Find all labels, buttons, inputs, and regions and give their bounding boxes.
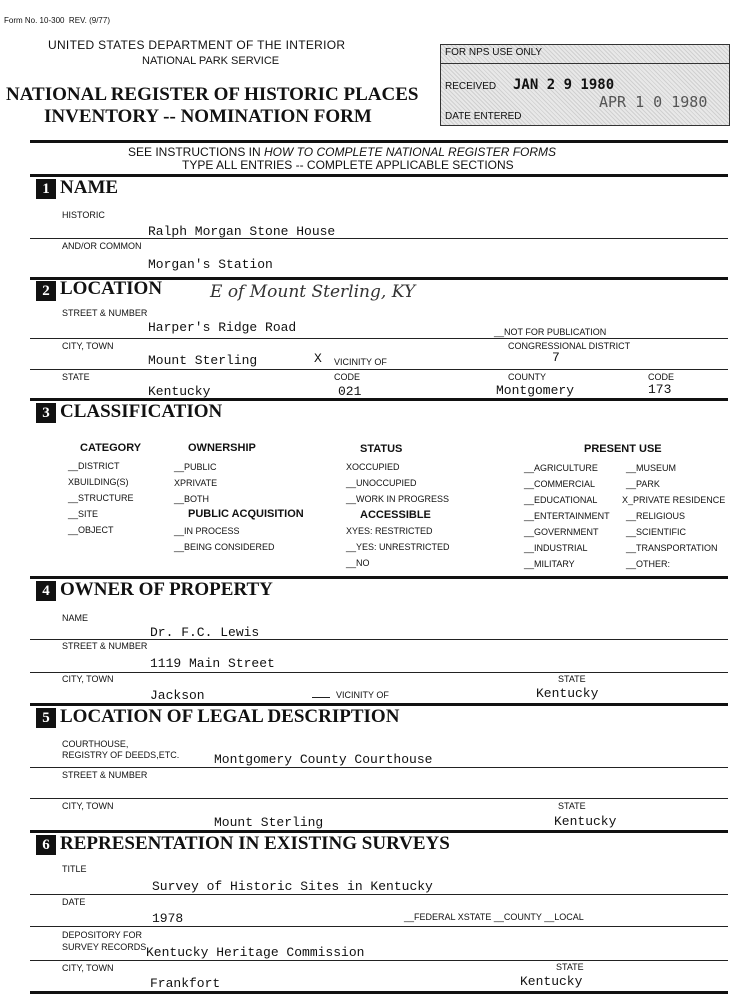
- legal-state-value: Kentucky: [554, 814, 617, 829]
- section-1-number: 1: [36, 179, 56, 199]
- vicinity-label: VICINITY OF: [334, 357, 387, 367]
- section-4-number: 4: [36, 581, 56, 601]
- present-use-item: __GOVERNMENT: [524, 527, 599, 537]
- present-use-item: __MILITARY: [524, 559, 575, 569]
- owner-name-value: Dr. F.C. Lewis: [150, 625, 260, 640]
- status-heading: STATUS: [360, 443, 403, 455]
- vicinity-mark: X: [314, 351, 322, 366]
- received-label: RECEIVED: [445, 81, 497, 92]
- historic-label: HISTORIC: [62, 210, 105, 220]
- public-acquisition-item: __IN PROCESS: [174, 526, 240, 536]
- section-1-title: NAME: [60, 177, 119, 198]
- service-name: NATIONAL PARK SERVICE: [142, 55, 280, 67]
- accessible-heading: ACCESSIBLE: [360, 509, 431, 521]
- street-value: Harper's Ridge Road: [148, 320, 297, 335]
- depository-city-value: Frankfort: [150, 976, 221, 991]
- accessible-item: __YES: UNRESTRICTED: [346, 542, 450, 552]
- present-use-item: __MUSEUM: [626, 463, 677, 473]
- depository-state-label: STATE: [556, 962, 584, 972]
- section-2-number: 2: [36, 281, 56, 301]
- owner-state-value: Kentucky: [536, 686, 599, 701]
- present-use-item: __PARK: [626, 479, 660, 489]
- survey-date-value: 1978: [152, 911, 184, 926]
- registry-label: REGISTRY OF DEEDS,ETC.: [62, 750, 180, 760]
- public-acquisition-item: __BEING CONSIDERED: [174, 542, 275, 552]
- congressional-value: 7: [552, 350, 560, 365]
- code2-value: 173: [648, 382, 672, 397]
- status-item: __UNOCCUPIED: [346, 478, 417, 488]
- state-value: Kentucky: [148, 384, 211, 399]
- depository-label: DEPOSITORY FOR: [62, 930, 143, 940]
- ownership-item: __BOTH: [174, 494, 210, 504]
- courthouse-value: Montgomery County Courthouse: [214, 752, 433, 767]
- section-4-title: OWNER OF PROPERTY: [60, 579, 273, 600]
- present-use-item: __COMMERCIAL: [524, 479, 596, 489]
- category-item: XBUILDING(S): [68, 477, 129, 487]
- owner-name-label: NAME: [62, 613, 89, 623]
- street-label: STREET & NUMBER: [62, 308, 148, 318]
- handwritten-note: E of Mount Sterling, KY: [210, 282, 416, 302]
- accessible-item: __NO: [346, 558, 370, 568]
- not-for-publication: __NOT FOR PUBLICATION: [494, 327, 607, 337]
- code-value: 021: [338, 384, 362, 399]
- form-number: Form No. 10-300 REV. (9/77): [4, 16, 110, 25]
- state-label: STATE: [62, 372, 90, 382]
- department-name: UNITED STATES DEPARTMENT OF THE INTERIOR: [48, 38, 346, 52]
- form-title-line1: NATIONAL REGISTER OF HISTORIC PLACES: [6, 84, 419, 105]
- present-use-item: __INDUSTRIAL: [524, 543, 588, 553]
- code-label: CODE: [334, 372, 361, 382]
- ownership-heading: OWNERSHIP: [188, 442, 256, 454]
- owner-city-label: CITY, TOWN: [62, 674, 114, 684]
- county-value: Montgomery: [496, 383, 575, 398]
- county-label: COUNTY: [508, 372, 546, 382]
- instructions-line2: TYPE ALL ENTRIES -- COMPLETE APPLICABLE SECTIONS: [182, 158, 514, 172]
- present-use-item: __SCIENTIFIC: [626, 527, 687, 537]
- section-5-number: 5: [36, 708, 56, 728]
- common-value: Morgan's Station: [148, 257, 273, 272]
- present-use-item: __RELIGIOUS: [626, 511, 686, 521]
- depository-city-label: CITY, TOWN: [62, 963, 114, 973]
- depository-value: Kentucky Heritage Commission: [146, 945, 365, 960]
- historic-value: Ralph Morgan Stone House: [148, 224, 336, 239]
- survey-date-label: DATE: [62, 897, 86, 907]
- nps-box-label: FOR NPS USE ONLY: [445, 47, 543, 58]
- owner-city-value: Jackson: [150, 688, 205, 703]
- date-entered-label: DATE ENTERED: [445, 111, 522, 122]
- category-item: __STRUCTURE: [68, 493, 134, 503]
- present-use-item: __EDUCATIONAL: [524, 495, 598, 505]
- code2-label: CODE: [648, 372, 675, 382]
- legal-city-value: Mount Sterling: [214, 815, 324, 830]
- ownership-item: XPRIVATE: [174, 478, 218, 488]
- survey-records-label: SURVEY RECORDS: [62, 942, 147, 952]
- city-value: Mount Sterling: [148, 353, 258, 368]
- category-item: __DISTRICT: [68, 461, 120, 471]
- legal-city-label: CITY, TOWN: [62, 801, 114, 811]
- present-use-item: __TRANSPORTATION: [626, 543, 718, 553]
- present-use-heading: PRESENT USE: [584, 443, 662, 455]
- common-label: AND/OR COMMON: [62, 241, 142, 251]
- courthouse-label: COURTHOUSE,: [62, 739, 129, 749]
- form-title-line2: INVENTORY -- NOMINATION FORM: [44, 106, 372, 127]
- ownership-item: __PUBLIC: [174, 462, 217, 472]
- survey-title-value: Survey of Historic Sites in Kentucky: [152, 879, 433, 894]
- depository-state-value: Kentucky: [520, 974, 583, 989]
- survey-title-label: TITLE: [62, 864, 87, 874]
- section-3-title: CLASSIFICATION: [60, 401, 223, 422]
- category-heading: CATEGORY: [80, 442, 142, 454]
- owner-vicinity-label: VICINITY OF: [336, 690, 389, 700]
- present-use-item: __OTHER:: [626, 559, 671, 569]
- congressional-label: CONGRESSIONAL DISTRICT: [508, 341, 631, 351]
- section-6-number: 6: [36, 835, 56, 855]
- owner-street-value: 1119 Main Street: [150, 656, 275, 671]
- section-5-title: LOCATION OF LEGAL DESCRIPTION: [60, 706, 400, 727]
- received-stamp: JAN 2 9 1980: [513, 77, 615, 93]
- status-item: XOCCUPIED: [346, 462, 400, 472]
- owner-street-label: STREET & NUMBER: [62, 641, 148, 651]
- legal-state-label: STATE: [558, 801, 586, 811]
- accessible-item: XYES: RESTRICTED: [346, 526, 433, 536]
- section-3-number: 3: [36, 403, 56, 423]
- entered-stamp: APR 1 0 1980: [599, 93, 708, 111]
- legal-street-label: STREET & NUMBER: [62, 770, 148, 780]
- section-2-title: LOCATION: [60, 278, 163, 299]
- owner-state-label: STATE: [558, 674, 586, 684]
- present-use-item: X_PRIVATE RESIDENCE: [622, 495, 726, 505]
- public-acquisition-heading: PUBLIC ACQUISITION: [188, 508, 304, 520]
- status-item: __WORK IN PROGRESS: [346, 494, 450, 504]
- category-item: __SITE: [68, 509, 99, 519]
- survey-levels: __FEDERAL XSTATE __COUNTY __LOCAL: [404, 912, 584, 922]
- present-use-item: __ENTERTAINMENT: [524, 511, 610, 521]
- present-use-item: __AGRICULTURE: [524, 463, 598, 473]
- section-6-title: REPRESENTATION IN EXISTING SURVEYS: [60, 833, 450, 854]
- city-label: CITY, TOWN: [62, 341, 114, 351]
- nps-use-box: [440, 44, 730, 126]
- category-item: __OBJECT: [68, 525, 114, 535]
- instructions-line1: SEE INSTRUCTIONS IN HOW TO COMPLETE NATIONAL REGISTER FORMS: [128, 145, 557, 159]
